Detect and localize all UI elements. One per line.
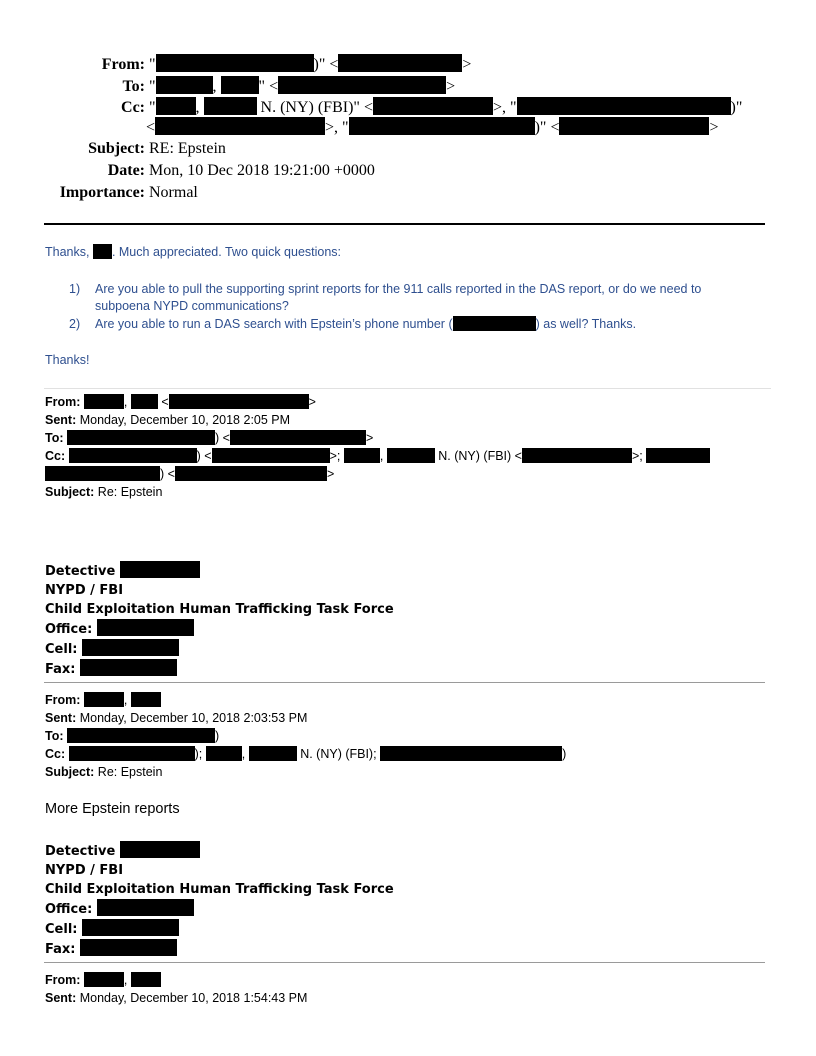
sig1-fax-row (45, 659, 394, 679)
redaction (646, 448, 710, 463)
header-date-value: Mon, 10 Dec 2018 19:21:00 +0000 (149, 162, 375, 179)
sig1-org: NYPD / FBI (45, 583, 124, 598)
header-importance-row (35, 183, 198, 203)
sig2-detective: Detective (45, 844, 116, 859)
email1-cc-row-2: ) < > (45, 465, 334, 483)
message-greeting (45, 244, 341, 261)
redaction (278, 76, 446, 94)
header-divider (44, 223, 765, 225)
q1-text-2: subpoena NYPD communications? (95, 299, 289, 313)
email1-subject-row (45, 483, 162, 501)
redaction (80, 659, 177, 676)
email1-from-label: From: (45, 395, 81, 409)
sig2-office-row (45, 899, 394, 919)
header-subject-label: Subject: (88, 140, 145, 157)
email1-cc-fragment: N. (NY) (FBI) < (438, 449, 522, 463)
header-date-label: Date: (107, 162, 145, 179)
redaction (373, 97, 493, 115)
q2-suffix: ) as well? Thanks. (535, 317, 637, 331)
sig1-cell-row (45, 639, 394, 659)
redaction (522, 448, 632, 463)
signature-1 (45, 561, 394, 679)
email2-cc-fragment: N. (NY) (FBI); (300, 747, 377, 761)
redaction (84, 394, 124, 409)
redaction (93, 244, 112, 259)
header-cc-row-2: < >, " )" < > (146, 119, 719, 136)
redaction (131, 972, 161, 987)
email2-body-text: More Epstein reports (45, 801, 180, 817)
email2-to-label: To: (45, 729, 64, 743)
email1-cc-label: Cc: (45, 449, 66, 463)
question-2-line (95, 316, 636, 333)
redaction (230, 430, 366, 445)
sig2-cell: Cell: (45, 922, 78, 937)
redaction (80, 939, 177, 956)
redaction (338, 54, 462, 72)
sig2-office: Office: (45, 902, 93, 917)
email2-divider (44, 682, 765, 683)
email2-subject-value: Re: Epstein (97, 765, 163, 779)
redaction (156, 76, 213, 94)
email2-sent-value: Monday, December 10, 2018 2:03:53 PM (79, 711, 308, 725)
redaction (169, 394, 309, 409)
question-1-line1 (95, 281, 701, 298)
redaction (156, 54, 314, 72)
email3-divider (44, 962, 765, 963)
sig2-detective-row (45, 841, 394, 861)
email2-to-row: To: ) (45, 729, 220, 743)
email2-sent-row (45, 709, 307, 727)
redaction (175, 466, 327, 481)
header-date-row (35, 161, 375, 181)
question-1-number (69, 281, 80, 298)
redaction (69, 448, 197, 463)
q1-num: 1) (69, 282, 81, 296)
redaction (131, 394, 158, 409)
sig2-fax-row (45, 939, 394, 959)
sig2-fax: Fax: (45, 942, 76, 957)
redaction (131, 692, 161, 707)
email2-subject-row (45, 763, 162, 781)
q2-num: 2) (69, 317, 81, 331)
email2-sent-label: Sent: (45, 711, 77, 725)
email2-from-label: From: (45, 693, 81, 707)
question-2-number (69, 316, 80, 333)
header-subject-row (35, 139, 226, 159)
sig1-cell: Cell: (45, 642, 78, 657)
redaction (249, 746, 297, 761)
email1-divider (44, 388, 771, 389)
email1-sent-label: Sent: (45, 413, 77, 427)
header-cc-row: Cc: " , N. (NY) (FBI)" < >, " )" (35, 97, 742, 118)
sig1-detective-row (45, 561, 394, 581)
redaction (559, 117, 709, 135)
email3-from-row: From: , (45, 971, 161, 989)
header-importance-label: Importance: (59, 184, 145, 201)
sig1-fax: Fax: (45, 662, 76, 677)
email3-from-label: From: (45, 973, 81, 987)
email1-subject-label: Subject: (45, 485, 95, 499)
email2-cc-row: Cc: ); , N. (NY) (FBI); ) (45, 747, 567, 761)
sig2-cell-row (45, 919, 394, 939)
redaction (155, 117, 325, 135)
sig1-office-row (45, 619, 394, 639)
email3-sent-row (45, 989, 307, 1007)
redaction (380, 746, 562, 761)
email2-cc-label: Cc: (45, 747, 66, 761)
redaction (84, 692, 124, 707)
header-importance-value: Normal (149, 184, 198, 201)
q1-text-1: Are you able to pull the supporting sprint reports for the 911 calls reported in the DAS report, or do we need to (95, 282, 702, 296)
redaction (387, 448, 435, 463)
question-1-line2 (95, 298, 289, 315)
redaction (221, 76, 259, 94)
email3-sent-value: Monday, December 10, 2018 1:54:43 PM (79, 991, 308, 1005)
email2-from-row: From: , (45, 691, 161, 709)
redaction (97, 619, 194, 636)
redaction (453, 316, 536, 331)
sig2-org: NYPD / FBI (45, 863, 124, 878)
redaction (45, 466, 160, 481)
closing-text: Thanks! (45, 353, 90, 367)
redaction (67, 728, 215, 743)
redaction (204, 97, 257, 115)
redaction (67, 430, 215, 445)
email1-sent-value: Monday, December 10, 2018 2:05 PM (79, 413, 291, 427)
email1-sent-row (45, 411, 290, 429)
sig1-task-force: Child Exploitation Human Trafficking Task Force (45, 602, 394, 617)
email1-subject-value: Re: Epstein (97, 485, 163, 499)
greeting-prefix: Thanks, (45, 245, 90, 259)
email2-body (45, 799, 180, 819)
greeting-suffix: . Much appreciated. Two quick questions: (111, 245, 342, 259)
redaction (82, 919, 179, 936)
header-from-label: From: (101, 56, 145, 73)
message-closing (45, 352, 89, 369)
redaction (84, 972, 124, 987)
sig1-office: Office: (45, 622, 93, 637)
redaction (349, 117, 535, 135)
redaction (82, 639, 179, 656)
email1-from-row: From: , < > (45, 395, 316, 409)
redaction (120, 841, 200, 858)
redaction (517, 97, 731, 115)
redaction (97, 899, 194, 916)
header-to-row: To: " , " < > (35, 76, 455, 97)
redaction (344, 448, 380, 463)
redaction (69, 746, 195, 761)
header-cc-label: Cc: (121, 99, 145, 116)
redaction (212, 448, 330, 463)
redaction (206, 746, 242, 761)
redaction (120, 561, 200, 578)
redaction (156, 97, 196, 115)
email1-cc-row: Cc: ) < >; , N. (NY) (FBI) < >; (45, 447, 710, 465)
header-subject-value: RE: Epstein (149, 140, 226, 157)
email3-sent-label: Sent: (45, 991, 77, 1005)
sig2-task-force: Child Exploitation Human Trafficking Task Force (45, 882, 394, 897)
header-from-row: From: " )" < > (35, 54, 471, 75)
email1-to-label: To: (45, 431, 64, 445)
header-to-label: To: (122, 78, 145, 95)
signature-2 (45, 841, 394, 959)
email2-subject-label: Subject: (45, 765, 95, 779)
email1-to-row: To: ) < > (45, 431, 374, 445)
q2-prefix: Are you able to run a DAS search with Epstein’s phone number ( (95, 317, 453, 331)
sig1-detective: Detective (45, 564, 116, 579)
header-cc-fragment: N. (NY) (FBI)" < (260, 99, 373, 116)
